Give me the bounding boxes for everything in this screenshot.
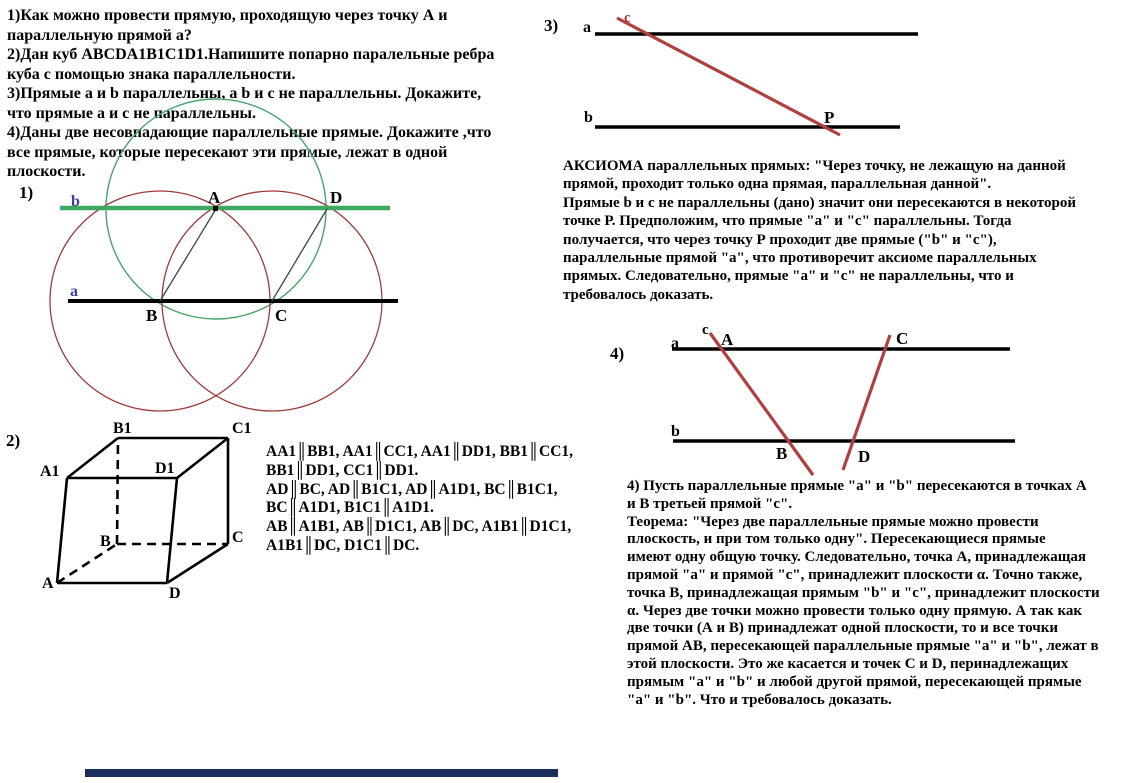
line-c-label: c: [702, 322, 709, 338]
cube-edge-C1D1: [177, 438, 228, 478]
proof-line: две точки (А и В) принадлежат одной плоскости, то и все точки: [627, 620, 1059, 637]
line-a-label: a: [70, 283, 78, 300]
proof-line: точка В, принадлежащая прямым "b" и "с", принадлежит плоскости: [627, 584, 1100, 601]
point-label-B: B: [146, 306, 158, 325]
vertex-label-B1: B1: [113, 420, 132, 437]
problem-line: что прямые а и с не параллельны.: [7, 104, 257, 122]
line-a-label: a: [671, 335, 679, 352]
vertex-label-C1: C1: [232, 420, 252, 437]
point-label-A: A: [208, 188, 221, 207]
proof-line: плоскость, и при том только одну". Пересекающиеся прямые: [627, 531, 1046, 548]
line-c-label: c: [624, 10, 631, 26]
axiom-line: АКСИОМА параллельных прямых: "Через точку, не лежащую на данной: [563, 158, 1066, 174]
cube-edge-DD1: [167, 478, 177, 583]
axiom-line: параллельные прямой "а", что противоречит аксиоме параллельных: [563, 250, 1037, 267]
axiom-line: прямой, проходит только одна прямая, параллельная данной".: [563, 176, 992, 193]
figure1-circles-diagram: [0, 80, 450, 415]
proof-line: прямой "а" и прямой "с", принадлежит плоскости α. Точно также,: [627, 566, 1083, 583]
figure2-cube-diagram: [0, 398, 280, 613]
vertex-label-A: A: [42, 575, 54, 592]
parallel-pairs-list: [266, 443, 573, 556]
proof-line: имеют одну общую точку. Следовательно, точка А, принадлежащая: [627, 549, 1086, 566]
pairs-line: BC║A1D1, B1C1║A1D1.: [266, 499, 434, 517]
problem-line: 4)Даны две несовпадающие параллельные прямые. Докажите ,что: [7, 124, 492, 141]
cube-edge-DC: [167, 544, 228, 583]
point-label-B: B: [776, 444, 788, 463]
vertex-label-B: B: [100, 533, 111, 550]
figure4-number: 4): [610, 344, 625, 363]
red-line-c: [710, 333, 813, 475]
cube-edge-AA1: [57, 478, 67, 583]
problem-line: плоскости.: [7, 163, 86, 180]
problem-line: 2)Дан куб ABCDA1B1C1D1.Напишите попарно паралельные ребра: [7, 46, 495, 63]
axiom-line: требовалось доказать.: [563, 286, 714, 303]
figure2-number: 2): [6, 431, 21, 450]
vertex-label-D1: D1: [155, 460, 175, 477]
proof-paragraph: [627, 478, 1100, 709]
axiom-paragraph: [563, 157, 1076, 304]
pairs-line: AB║A1B1, AB║D1C1, AB║DC, A1B1║D1C1,: [266, 518, 572, 536]
figure3-transversal-diagram: [540, 2, 970, 150]
axiom-line: получается, что через точку Р проходит две прямые ("b" и "с"),: [563, 231, 997, 248]
point-label-C: C: [275, 306, 288, 325]
line-b-label: b: [584, 109, 593, 126]
point-label-D: D: [858, 447, 871, 466]
proof-line: прямой АВ, пересекающей параллельные прямые "а" и "b", лежат в: [627, 638, 1099, 655]
vertex-label-A1: A1: [40, 463, 60, 480]
line-b-label: b: [71, 193, 80, 210]
problem-line: 1)Как можно провести прямую, проходящую через точку А и: [7, 7, 448, 24]
proof-line: Теорема: "Через две параллельные прямые можно провести: [627, 513, 1039, 530]
axiom-line: точке Р. Предположим, что прямые "а" и "с" параллельны. Тогда: [563, 213, 1012, 230]
proof-line: 4) Пусть параллельные прямые "а" и "b" пересекаются в точках А: [627, 478, 1087, 494]
proof-line: этой плоскости. Это же касается и точек С и D, перинадлежащих: [627, 655, 1069, 672]
problem-line: куба с помощью знака параллельности.: [7, 65, 296, 83]
line-a-label: a: [583, 19, 591, 36]
figure3-number: 3): [544, 16, 559, 35]
pairs-line: BB1║DD1, CC1║DD1.: [266, 461, 419, 479]
vertex-label-C: C: [232, 529, 244, 546]
segment-DC: [272, 209, 327, 301]
line-b-label: b: [671, 423, 680, 440]
proof-line: "а" и "b". Что и требовалось доказать.: [627, 691, 892, 708]
axiom-line: Прямые b и с не параллельны (дано) значит они пересекаются в некоторой: [563, 194, 1077, 211]
point-label-P: P: [824, 108, 835, 127]
pairs-line: A1B1║DC, D1C1║DC.: [266, 536, 420, 554]
proof-line: и В третьей прямой "с".: [627, 495, 793, 512]
figure1-number: 1): [19, 183, 34, 202]
point-label-A: A: [721, 330, 734, 349]
problem-line: параллельную прямой а?: [7, 26, 192, 44]
point-label-C: C: [896, 329, 909, 348]
point-label-D: D: [330, 188, 343, 207]
cube-hidden-edge-BB1: [117, 438, 118, 544]
pairs-line: AA1║BB1, AA1║CC1, AA1║DD1, BB1║CC1,: [266, 443, 574, 460]
proof-line: α. Через две точки можно провести только одну прямую. А так как: [627, 602, 1083, 619]
problem-line: 3)Прямые а и b параллельны, а b и с не параллельны. Докажите,: [7, 85, 482, 102]
figure4-two-transversals-diagram: [600, 315, 1030, 480]
pairs-line: AD║BC, AD║B1C1, AD║A1D1, BC║B1C1,: [266, 480, 558, 498]
bottom-navy-bar: [85, 769, 558, 777]
problem-line: все прямые, которые пересекают эти прямые, лежат в одной: [7, 143, 448, 161]
vertex-label-D: D: [169, 585, 181, 602]
axiom-line: прямых. Следовательно, прямые "а" и "с" не параллельны, что и: [563, 268, 1014, 285]
segment-AB: [160, 209, 216, 301]
cube-edge-A1B1: [67, 438, 118, 478]
proof-line: прямым "а" и "b" и любой другой прямой, пересекающей прямые: [627, 673, 1082, 690]
